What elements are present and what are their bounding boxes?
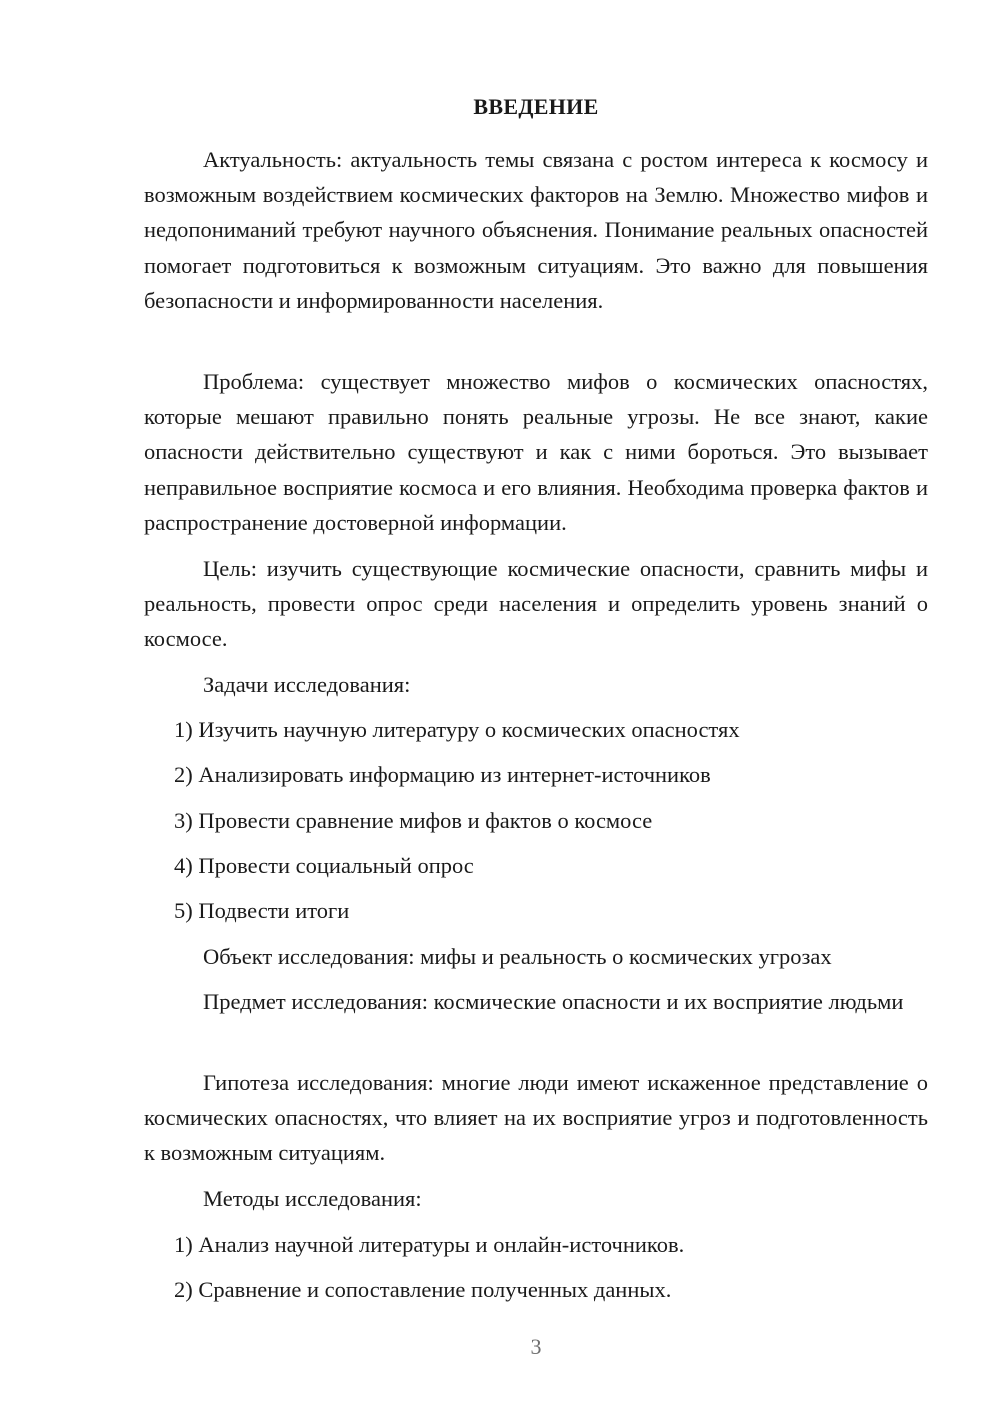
hypothesis-paragraph-block xyxy=(144,1065,928,1171)
goal-paragraph-block xyxy=(144,551,928,657)
task-item: 2) Анализировать информацию из интернет-источников xyxy=(174,762,711,787)
task-item: 5) Подвести итоги xyxy=(174,898,350,923)
object-paragraph-block xyxy=(144,939,928,974)
section-heading: ВВЕДЕНИЕ xyxy=(473,94,599,119)
task-item: 4) Провести социальный опрос xyxy=(174,853,474,878)
page-number: 3 xyxy=(530,1334,542,1359)
subject-paragraph: Предмет исследования: космические опасности и их восприятие людьми xyxy=(203,989,904,1014)
problem-paragraph: Проблема: существует множество мифов о космических опасностях, которые мешают правильно понять реальные угрозы. Не все знают, какие опасности действительно существуют и как с ними бороться. Это вызывает неправильное восприятие космоса и его влияния. Необходима проверка фактов и распространение достоверной информации. xyxy=(144,369,928,535)
methods-heading: Методы исследования: xyxy=(203,1186,422,1211)
task-item: 1) Изучить научную литературу о космических опасностях xyxy=(174,717,740,742)
hypothesis-paragraph: Гипотеза исследования: многие люди имеют искаженное представление о космических опасностях, что влияет на их восприятие угроз и подготовленность к возможным ситуациям. xyxy=(144,1070,928,1166)
method-item: 2) Сравнение и сопоставление полученных данных. xyxy=(174,1277,672,1302)
methods-heading-block xyxy=(144,1181,928,1216)
relevance-paragraph-block xyxy=(144,142,928,318)
goal-paragraph: Цель: изучить существующие космические опасности, сравнить мифы и реальность, провести опрос среди населения и определить уровень знаний о космосе. xyxy=(144,556,928,652)
tasks-heading: Задачи исследования: xyxy=(203,672,411,697)
relevance-paragraph: Актуальность: актуальность темы связана с ростом интереса к космосу и возможным воздействием космических факторов на Землю. Множество мифов и недопониманий требуют научного объяснения. Понимание реальных опасностей помогает подготовиться к возможным ситуациям. Это важно для повышения безопасности и информированности населения. xyxy=(144,147,928,313)
method-item: 1) Анализ научной литературы и онлайн-источников. xyxy=(174,1232,685,1257)
object-paragraph: Объект исследования: мифы и реальность о космических угрозах xyxy=(203,944,832,969)
task-item: 3) Провести сравнение мифов и фактов о космосе xyxy=(174,808,653,833)
problem-paragraph-block xyxy=(144,364,928,540)
subject-paragraph-block xyxy=(144,984,928,1019)
tasks-heading-block xyxy=(144,667,928,702)
